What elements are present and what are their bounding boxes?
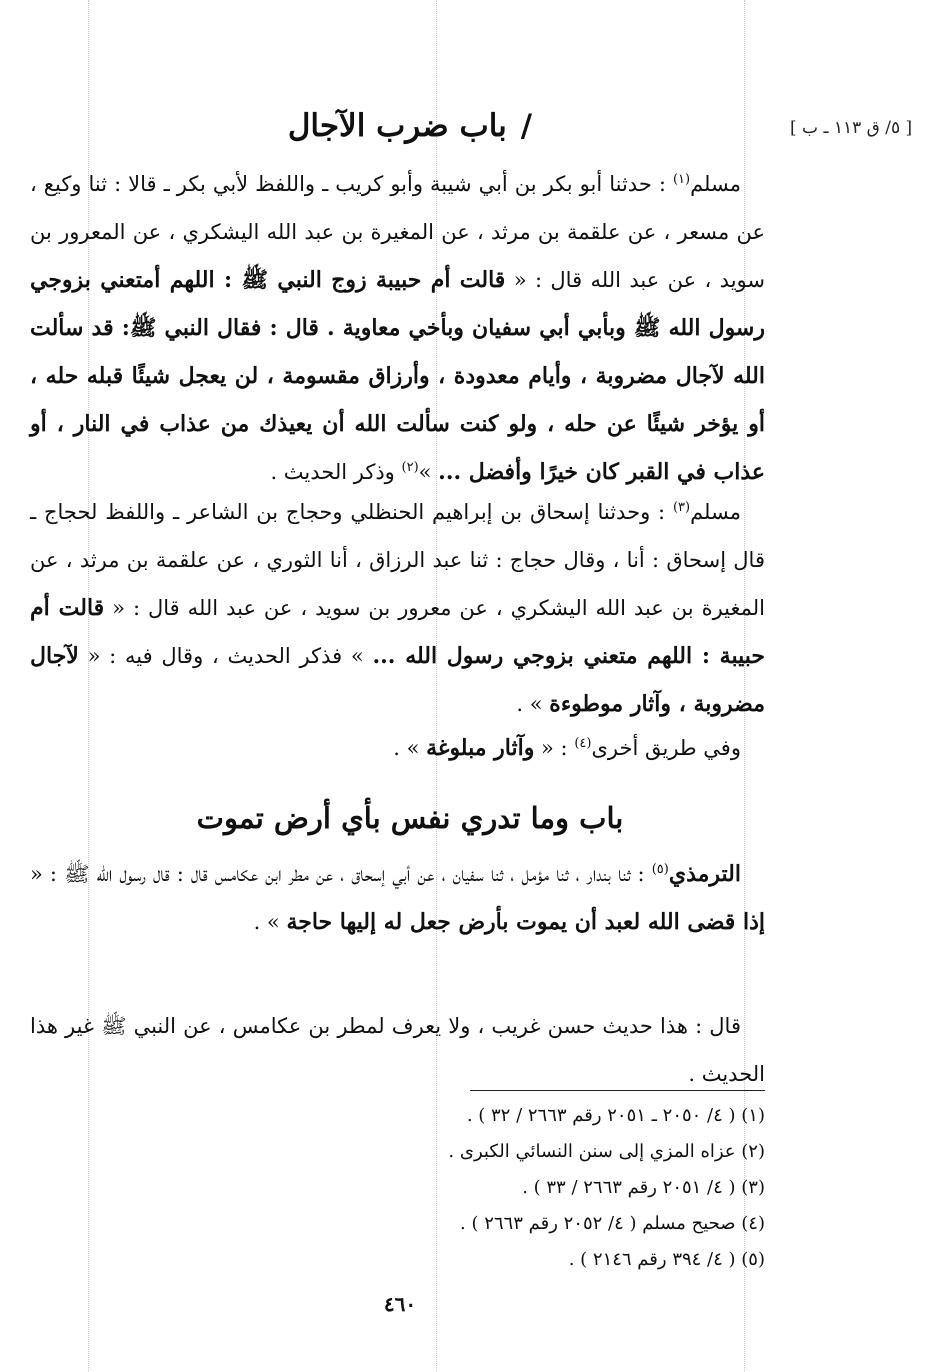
source-name: الترمذي: [668, 861, 741, 887]
hadith-matn: إذا قضى الله لعبد أن يموت بأرض جعل له إليها حاجة: [286, 909, 765, 935]
hadith-matn: قالت أم حبيبة : اللهم متعني بزوجي رسول الله ...: [30, 595, 765, 669]
source-name: مسلم: [690, 172, 741, 196]
hadith-matn: لآجال مضروبة ، وآثار موطوءة: [30, 643, 765, 717]
chapter-heading: [200, 96, 620, 156]
commentary-paragraph: قال : هذا حديث حسن غريب ، ولا يعرف لمطر بن عكامس ، عن النبي ﷺ غير هذا الحديث .: [30, 1014, 765, 1086]
heading-marker: /: [520, 108, 533, 144]
section-heading: باب وما تدري نفس بأي أرض تموت: [196, 801, 624, 835]
page-number: ٤٦٠: [383, 1292, 417, 1316]
hadith-matn: وآثار مبلوغة: [426, 735, 535, 761]
footnote: (٥) ( ٤/ ٣٩٤ رقم ٢١٤٦ ) .: [568, 1249, 765, 1270]
footnote: (٢) عزاه المزي إلى سنن النسائي الكبرى .: [448, 1141, 765, 1162]
manuscript-folio-reference: [ ٥/ ق ١١٣ ـ ب ]: [790, 118, 913, 138]
footnote-ref: (١): [672, 172, 691, 187]
footnote-ref: (٤): [574, 736, 592, 751]
hadith-paragraph-1: مسلم$^{(١)}$ : حدثنا أبو بكر بن أبي شيبة وأبو كريب ـ واللفظ لأبي بكر ـ قالا : ثنا وكيع ، عن مسعر ، عن علقمة بن مرثد ، عن المغيرة بن عبد الله اليشكري ، عن المعرور بن سويد ، عن عبد الله قال : « قالت أم حبيبة زوج النبي ﷺ : اللهم أمتعني بزوجي رسول الله ﷺ وبأبي أبي سفيان وبأخي معاوية . قال : فقال النبي ﷺ: قد سألت الله لآجال مضروبة ، وأيام معدودة ، وأرزاق مقسومة ، لن يعجل شيئًا قبله حله ، أو يؤخر شيئًا عن حله ، ولو كنت سألت الله أن يعيذك من عذاب في النار ، أو عذاب في القبر كان خيرًا وأفضل ... »$^{(٢)}$ وذكر الحديث .: [30, 172, 765, 485]
footnote-separator: [470, 1090, 765, 1091]
hadith-matn: قالت أم حبيبة زوج النبي ﷺ : اللهم أمتعني بزوجي رسول الله ﷺ وبأبي أبي سفيان وبأخي معاوية . قال : فقال النبي ﷺ: قد سألت الله لآجال مضروبة ، وأيام معدودة ، وأرزاق مقسومة ، لن يعجل شيئًا قبله حله ، أو يؤخر شيئًا عن حله ، ولو كنت سألت الله أن يعيذك من عذاب في النار ، أو عذاب في القبر كان خيرًا وأفضل ...: [30, 267, 765, 485]
footnote: (٣) ( ٤/ ٢٠٥١ رقم ٢٦٦٣ / ٣٣ ) .: [522, 1177, 765, 1198]
footnote-ref: (٥): [651, 862, 669, 877]
source-name: مسلم: [690, 500, 741, 524]
hadith-paragraph-2: مسلم$^{(٣)}$ : وحدثنا إسحاق بن إبراهيم الحنظلي وحجاج بن الشاعر ـ واللفظ لحجاج ـ قال إسحاق : أنا ، وقال حجاج : ثنا عبد الرزاق ، أنا الثوري ، عن علقمة بن مرثد ، عن المغيرة بن عبد الله اليشكري ، عن معرور بن سويد ، عن عبد الله قال : « قالت أم حبيبة : اللهم متعني بزوجي رسول الله ... » فذكر الحديث ، وقال فيه : « لآجال مضروبة ، وآثار موطوءة » .: [30, 500, 766, 717]
footnote: (١) ( ٤/ ٢٠٥٠ ـ ٢٠٥١ رقم ٢٦٦٣ / ٣٢ ) .: [466, 1105, 765, 1126]
hadith-paragraph-4: الترمذي$^{(٥)}$ : ثنا بندار ، ثنا مؤمل ، ثنا سفيان ، عن أبي إسحاق ، عن مطر ابن عكامس قال : قال رسول الله ﷺ : « إذا قضى الله لعبد أن يموت بأرض جعل له إليها حاجة » .: [30, 861, 765, 935]
footnote-ref: (٣): [672, 500, 691, 515]
hadith-paragraph-3: وفي طريق أخرى$^{(٤)}$ : « وآثار مبلوغة » .: [393, 735, 741, 761]
footnotes: [260, 1098, 765, 1278]
footnote-ref: (٢): [401, 460, 419, 475]
footnote: (٤) صحيح مسلم ( ٤/ ٢٠٥٢ رقم ٢٦٦٣ ) .: [460, 1213, 765, 1234]
chapter-heading-title: باب ضرب الآجال: [287, 108, 507, 144]
